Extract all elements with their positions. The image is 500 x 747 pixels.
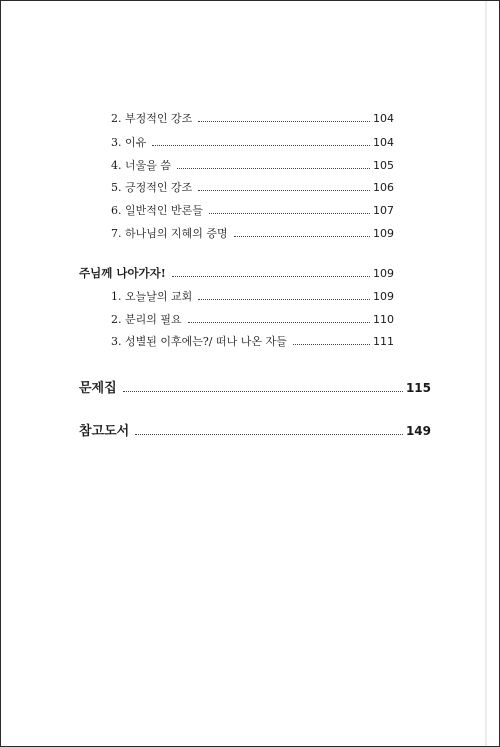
- toc-chapter-page: 149: [405, 424, 431, 438]
- dot-leader: [123, 391, 403, 392]
- toc-entry-title: 7. 하나님의 지혜의 증명: [111, 227, 228, 240]
- dot-leader: [188, 322, 370, 323]
- toc-entry-page: 110: [373, 313, 394, 326]
- dot-leader: [198, 190, 370, 191]
- toc-entry: [111, 157, 394, 173]
- toc-entry: [111, 110, 394, 126]
- dot-leader: [135, 434, 403, 435]
- toc-entry: [111, 202, 394, 218]
- toc-section-page: 109: [373, 267, 394, 280]
- toc-entry-title: 3. 이유: [111, 136, 147, 149]
- toc-chapter-title: 참고도서: [79, 424, 130, 439]
- toc-entry-page: 104: [373, 112, 394, 125]
- dot-leader: [234, 236, 370, 237]
- toc-chapter-page: 115: [405, 381, 431, 395]
- toc-entry-title: 4. 너울을 씀: [111, 159, 171, 172]
- dot-leader: [198, 121, 370, 122]
- toc-entry: [111, 333, 394, 349]
- toc-entry-page: 109: [373, 227, 394, 240]
- toc-chapter: [79, 420, 431, 439]
- toc-entry-page: 111: [373, 335, 394, 348]
- toc-entry-page: 104: [373, 136, 394, 149]
- toc-entry: [111, 311, 394, 327]
- dot-leader: [177, 168, 370, 169]
- toc-entry-title: 2. 부정적인 강조: [111, 112, 193, 125]
- dot-leader: [293, 344, 370, 345]
- toc-section-heading: [79, 265, 394, 281]
- dot-leader: [152, 145, 370, 146]
- toc-chapter: [79, 377, 431, 396]
- toc-entry-title: 3. 성별된 이후에는?/ 떠나 나온 자들: [111, 335, 287, 348]
- toc-entry-title: 6. 일반적인 반론들: [111, 204, 203, 217]
- toc-entry-page: 107: [373, 204, 394, 217]
- dot-leader: [172, 276, 370, 277]
- toc-entry: [111, 134, 394, 150]
- toc-chapter-title: 문제집: [79, 381, 117, 396]
- toc-entry-title: 5. 긍정적인 강조: [111, 181, 193, 194]
- toc-entry-page: 106: [373, 181, 394, 194]
- dot-leader: [209, 213, 370, 214]
- toc-entry: [111, 288, 394, 304]
- toc-entry: [111, 225, 394, 241]
- toc-entry-title: 2. 분리의 필요: [111, 313, 182, 326]
- toc-entry: [111, 179, 394, 195]
- toc-entry-page: 105: [373, 159, 394, 172]
- page-edge-shadow: [485, 1, 487, 746]
- dot-leader: [198, 299, 370, 300]
- toc-entry-page: 109: [373, 290, 394, 303]
- toc-entry-title: 1. 오늘날의 교회: [111, 290, 193, 303]
- toc-section-title: 주님께 나아가자!: [79, 266, 166, 280]
